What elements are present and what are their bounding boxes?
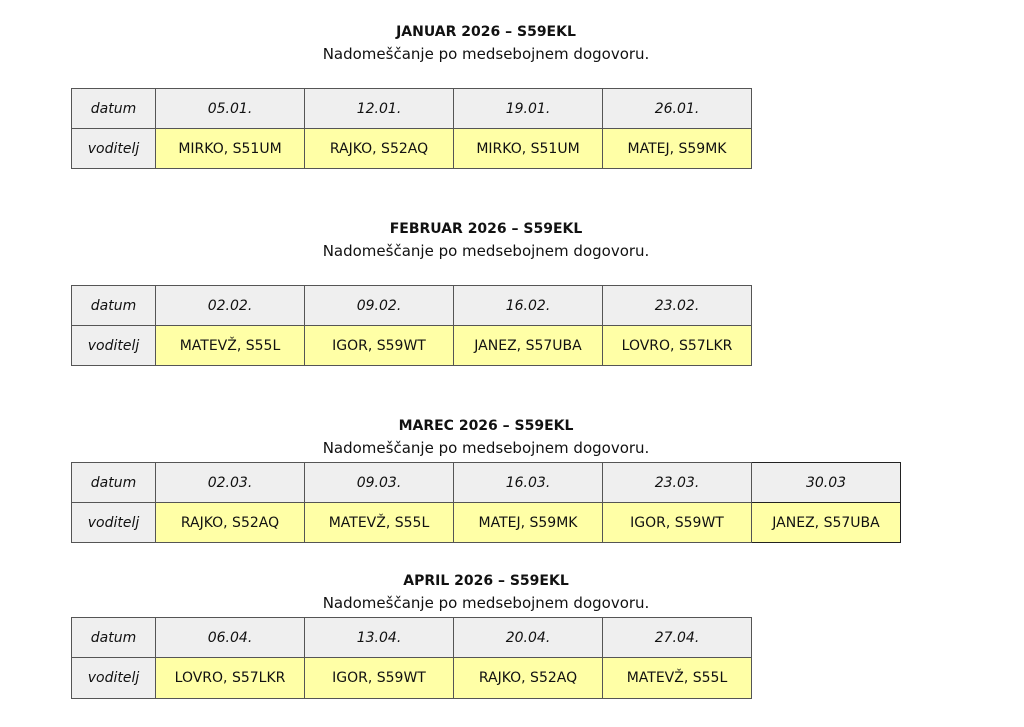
leader-cell: IGOR, S59WT — [305, 326, 454, 366]
date-cell: 23.02. — [603, 286, 752, 326]
section-title: FEBRUAR 2026 – S59EKL — [389, 221, 583, 237]
date-cell: 13.04. — [305, 618, 454, 658]
leader-cell: MATEVŽ, S55L — [305, 503, 454, 543]
date-cell: 05.01. — [156, 89, 305, 129]
schedule-table — [71, 285, 752, 366]
date-cell: 09.03. — [305, 463, 454, 503]
date-row — [72, 89, 752, 129]
leader-cell: MATEJ, S59MK — [603, 129, 752, 169]
date-cell: 27.04. — [603, 618, 752, 658]
leader-row — [72, 129, 752, 169]
date-cell: 16.03. — [454, 463, 603, 503]
section-subtitle: Nadomeščanje po medsebojnem dogovoru. — [322, 45, 650, 63]
leader-cell: MIRKO, S51UM — [156, 129, 305, 169]
date-cell: 20.04. — [454, 618, 603, 658]
schedule-table — [71, 462, 901, 543]
leader-cell: IGOR, S59WT — [305, 658, 454, 699]
date-cell: 02.02. — [156, 286, 305, 326]
row-label-leader: voditelj — [72, 326, 156, 366]
date-row — [72, 286, 752, 326]
row-label-date: datum — [72, 463, 156, 503]
leader-cell: IGOR, S59WT — [603, 503, 752, 543]
date-row — [72, 618, 752, 658]
leader-cell: JANEZ, S57UBA — [454, 326, 603, 366]
leader-row — [72, 658, 752, 699]
leader-cell: MIRKO, S51UM — [454, 129, 603, 169]
date-cell: 06.04. — [156, 618, 305, 658]
row-label-date: datum — [72, 286, 156, 326]
leader-cell: LOVRO, S57LKR — [156, 658, 305, 699]
section-subtitle: Nadomeščanje po medsebojnem dogovoru. — [322, 242, 650, 260]
row-label-leader: voditelj — [72, 658, 156, 699]
leader-cell: LOVRO, S57LKR — [603, 326, 752, 366]
leader-cell: MATEJ, S59MK — [454, 503, 603, 543]
leader-cell: RAJKO, S52AQ — [156, 503, 305, 543]
date-cell: 02.03. — [156, 463, 305, 503]
leader-cell: RAJKO, S52AQ — [305, 129, 454, 169]
schedule-table — [71, 617, 752, 699]
leader-cell: MATEVŽ, S55L — [156, 326, 305, 366]
date-cell: 12.01. — [305, 89, 454, 129]
section-subtitle: Nadomeščanje po medsebojnem dogovoru. — [322, 594, 650, 612]
date-cell: 16.02. — [454, 286, 603, 326]
date-cell: 26.01. — [603, 89, 752, 129]
row-label-date: datum — [72, 618, 156, 658]
leader-cell: MATEVŽ, S55L — [603, 658, 752, 699]
section-title: JANUAR 2026 – S59EKL — [396, 24, 576, 40]
leader-cell: RAJKO, S52AQ — [454, 658, 603, 699]
row-label-leader: voditelj — [72, 129, 156, 169]
date-cell: 30.03 — [752, 463, 901, 503]
date-cell: 23.03. — [603, 463, 752, 503]
section-title: APRIL 2026 – S59EKL — [403, 573, 569, 589]
date-row — [72, 463, 901, 503]
row-label-leader: voditelj — [72, 503, 156, 543]
date-cell: 19.01. — [454, 89, 603, 129]
date-cell: 09.02. — [305, 286, 454, 326]
leader-row — [72, 503, 901, 543]
row-label-date: datum — [72, 89, 156, 129]
section-title: MAREC 2026 – S59EKL — [398, 418, 574, 434]
section-subtitle: Nadomeščanje po medsebojnem dogovoru. — [322, 439, 650, 457]
schedule-table — [71, 88, 752, 169]
leader-row — [72, 326, 752, 366]
leader-cell: JANEZ, S57UBA — [752, 503, 901, 543]
